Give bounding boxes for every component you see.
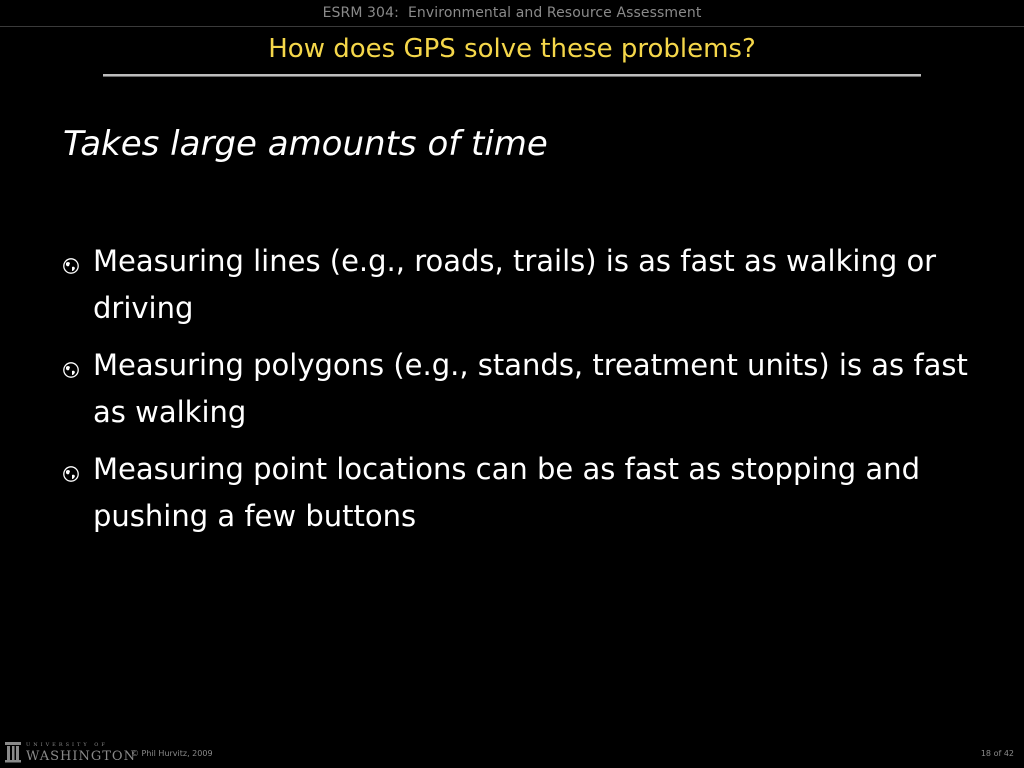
- university-logo: [4, 741, 136, 763]
- page-number: 18 of 42: [980, 749, 1014, 758]
- slide-title: How does GPS solve these problems?: [268, 34, 756, 64]
- bullet-item: [62, 342, 972, 436]
- globe-icon: [62, 257, 80, 275]
- course-title: ESRM 304: Environmental and Resource Assessment: [322, 5, 702, 21]
- copyright-notice: © Phil Hurvitz, 2009: [131, 749, 213, 758]
- bullet-text: Measuring point locations can be as fast as stopping and pushing a few buttons: [93, 452, 920, 533]
- globe-icon: [62, 361, 80, 379]
- footer: [0, 738, 1024, 768]
- bullet-list: [62, 238, 972, 550]
- bullet-item: [62, 238, 972, 332]
- logo-university-text: UNIVERSITY OF: [26, 742, 108, 748]
- pillar-logo-icon: [4, 741, 22, 763]
- bullet-item: [62, 446, 972, 540]
- bullet-text: Measuring polygons (e.g., stands, treatment units) is as fast as walking: [93, 348, 968, 429]
- bullet-text: Measuring lines (e.g., roads, trails) is as fast as walking or driving: [93, 244, 937, 325]
- header-bar: [0, 0, 1024, 27]
- globe-icon: [62, 465, 80, 483]
- title-divider: [103, 74, 921, 77]
- slide-subheading: Takes large amounts of time: [63, 124, 548, 164]
- logo-washington-text: WASHINGTON: [26, 749, 136, 764]
